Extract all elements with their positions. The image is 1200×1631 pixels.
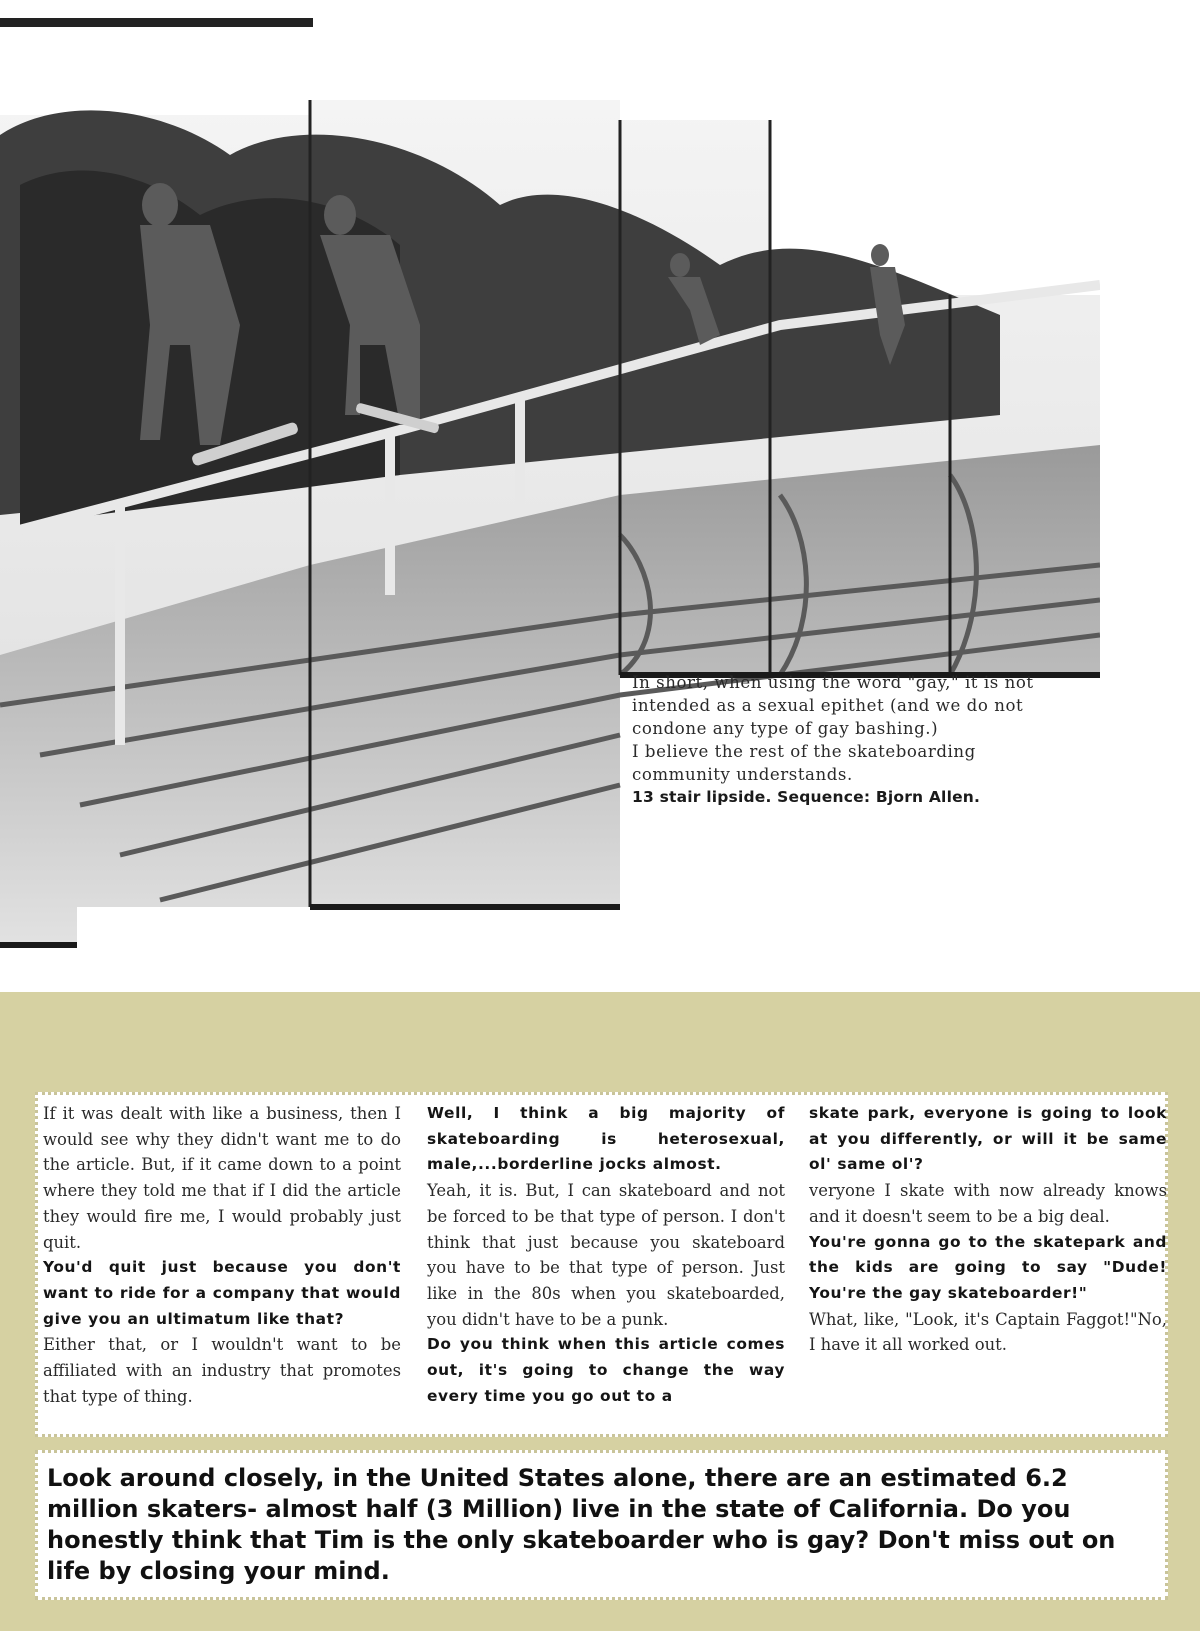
question-paragraph: You'd quit just because you don't want to ride for a company that would give you an ultimatum like that?	[43, 1258, 401, 1328]
photo-credit: 13 stair lipside. Sequence: Bjorn Allen.	[632, 788, 981, 806]
interview-box	[35, 1092, 1168, 1437]
caption-line: I believe the rest of the skateboarding	[632, 742, 976, 761]
answer-paragraph: If it was dealt with like a business, then I would see why they didn't want me to do the article. But, if it came down to a point where they told me that if I did the article they would fire me, I would probably just quit.	[43, 1104, 401, 1252]
interview-column-1	[43, 1101, 401, 1409]
top-rule	[0, 18, 313, 27]
answer-paragraph: Either that, or I wouldn't want to be affiliated with an industry that promotes that type of thing.	[43, 1335, 401, 1406]
answer-paragraph: veryone I skate with now already knows and it doesn't seem to be a big deal.	[809, 1181, 1167, 1226]
caption-line: intended as a sexual epithet (and we do not	[632, 696, 1024, 715]
question-paragraph: skate park, everyone is going to look at you differently, or will it be same ol' same ol'?	[809, 1104, 1167, 1174]
caption-line: community understands.	[632, 765, 853, 784]
question-paragraph: Well, I think a big majority of skateboarding is heterosexual, male,...borderline jocks almost.	[427, 1104, 785, 1174]
caption-line: condone any type of gay bashing.)	[632, 719, 939, 738]
answer-paragraph: What, like, "Look, it's Captain Faggot!"No, I have it all worked out.	[809, 1309, 1167, 1355]
caption-line: In short, when using the word "gay," it is not	[632, 673, 1034, 692]
pull-quote-callout: Look around closely, in the United States alone, there are an estimated 6.2 million skaters- almost half (3 Million) live in the state of California. Do you honestly think that Tim is the only skateboarder who is gay? Don't miss out on life by closing your mind.	[35, 1450, 1168, 1600]
skate-sequence-photo	[0, 95, 1100, 955]
answer-paragraph: Yeah, it is. But, I can skateboard and not be forced to be that type of person. I don't think that just because you skateboard you have to be that type of person. Just like in the 80s when you skateboarded, you didn't have to be a punk.	[427, 1181, 785, 1329]
photo-caption	[632, 671, 1112, 809]
interview-column-3	[809, 1101, 1167, 1358]
question-paragraph: You're gonna go to the skatepark and the kids are going to say "Dude! You're the gay skateboarder!"	[809, 1232, 1167, 1302]
interview-column-2	[427, 1101, 785, 1409]
question-paragraph: Do you think when this article comes out, it's going to change the way every time you go out to a	[427, 1335, 785, 1405]
